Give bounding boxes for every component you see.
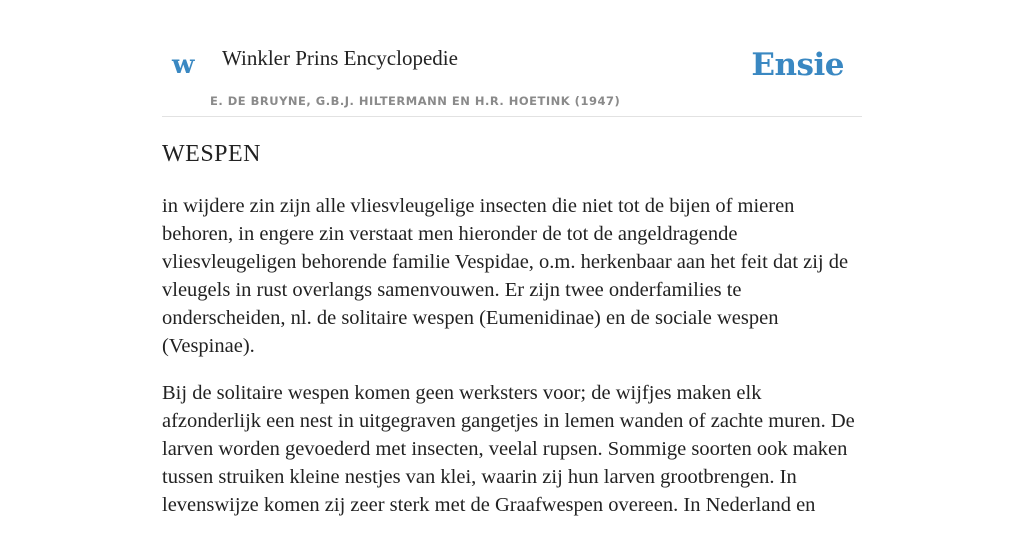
- site-header: [162, 0, 862, 117]
- entry-paragraph: Bij de solitaire wespen komen geen werksters voor; de wijfjes maken elk afzonderlijk een nest in uitgegraven gangetjes in lemen wanden of zachte muren. De larven worden gevoederd met insecten, veelal rupsen. Sommige soorten ook maken tussen struiken kleine nestjes van klei, waarin zij hun larven grootbrengen. In levenswijze komen zij zeer sterk met de Graafwespen overeen. In Nederland en: [162, 382, 855, 516]
- winkler-prins-logo[interactable]: w: [172, 50, 195, 80]
- ensie-logo-link[interactable]: Ensie: [751, 47, 844, 83]
- entry-title: WESPEN: [162, 141, 261, 167]
- entry-paragraph: in wijdere zin zijn alle vliesvleugelige insecten die niet tot de bijen of mieren behoren, in engere zin verstaat men hieronder de tot de angeldragende vliesvleugeligen behorende familie Vespidae, o.m. herkenbaar aan het feit dat zij de vleugels in rust overlangs samenvouwen. Er zijn twee onderfamilies te onderscheiden, nl. de solitaire wespen (Eumenidinae) en de sociale wespen (Vespinae).: [162, 195, 849, 357]
- entry-content: [162, 192, 862, 538]
- source-title-link[interactable]: Winkler Prins Encyclopedie: [222, 46, 458, 70]
- source-authors: E. DE BRUYNE, G.B.J. HILTERMANN EN H.R. HOETINK (1947): [210, 94, 621, 108]
